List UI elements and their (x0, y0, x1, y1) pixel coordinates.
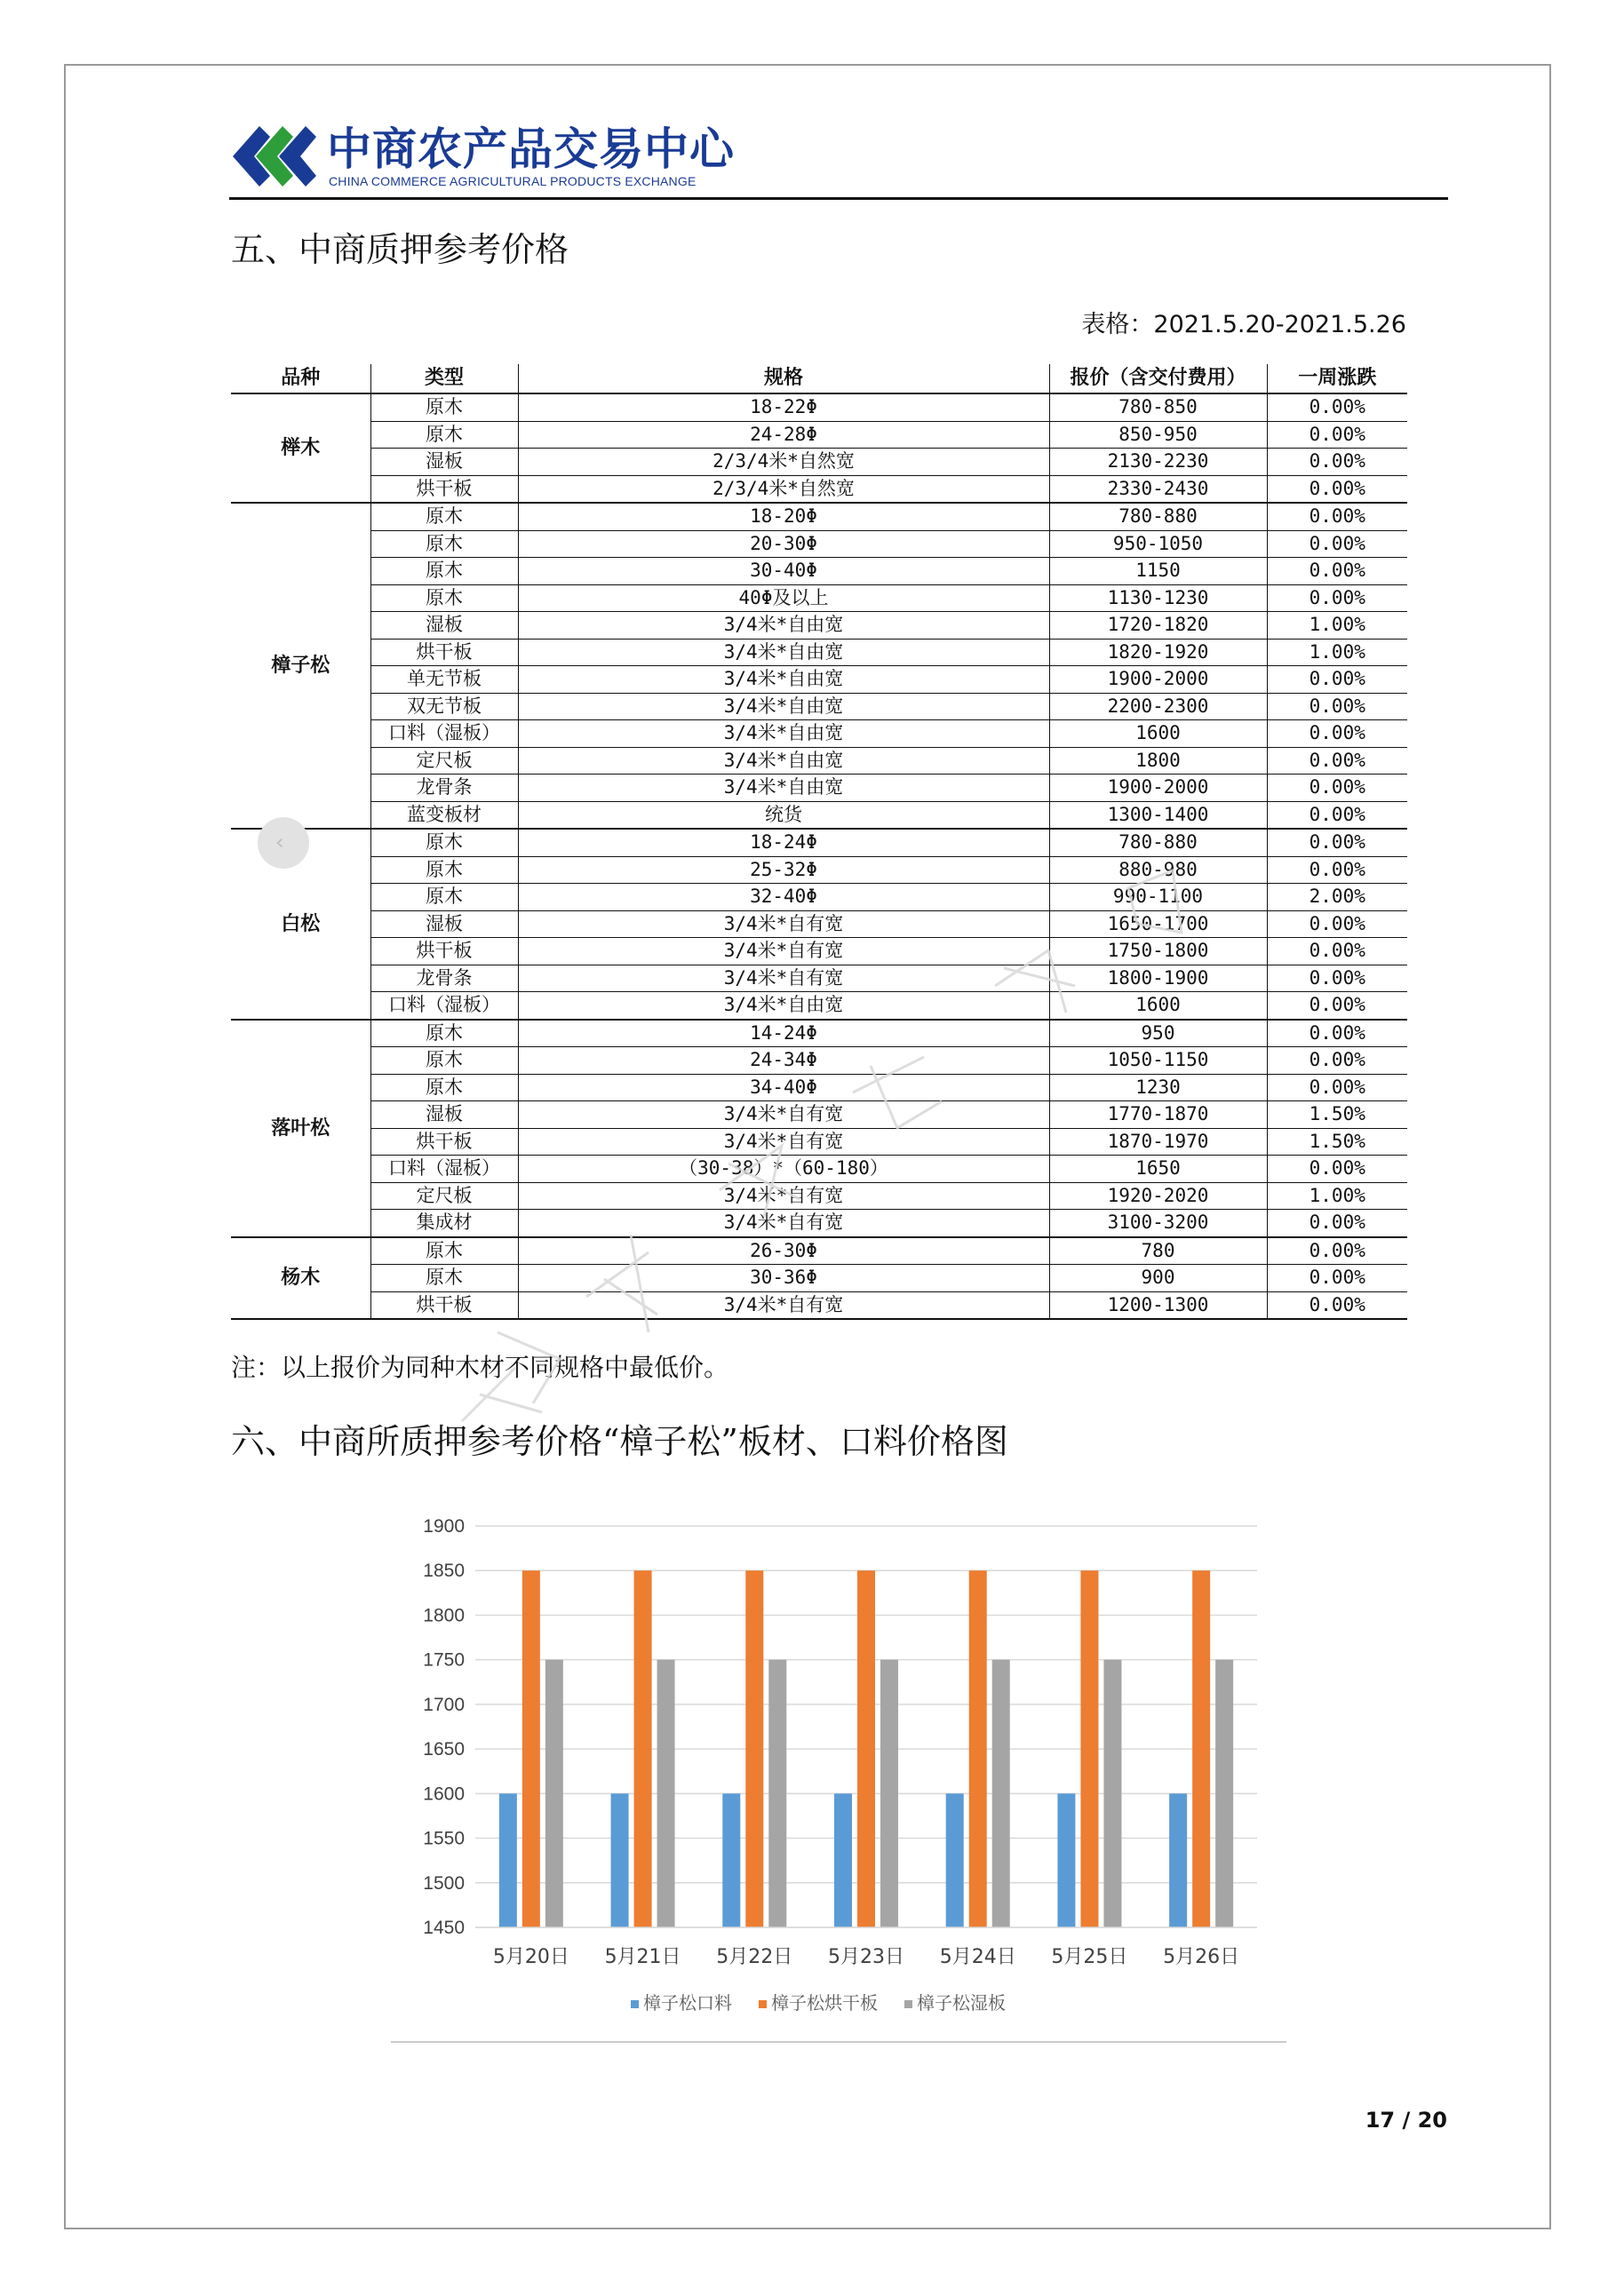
type-cell: 湿板 (370, 910, 518, 938)
price-cell: 1050-1150 (1049, 1047, 1267, 1075)
type-cell: 烘干板 (370, 639, 518, 666)
change-cell: 0.00% (1267, 1047, 1407, 1075)
type-cell: 湿板 (370, 1101, 518, 1129)
chevron-left-icon: ‹ (275, 830, 284, 854)
price-cell: 1230 (1049, 1074, 1267, 1101)
price-cell: 1750-1800 (1049, 938, 1267, 965)
logo-english-name: CHINA COMMERCE AGRICULTURAL PRODUCTS EXCHANGE (329, 174, 697, 188)
bar-dry-board (634, 1570, 652, 1927)
type-cell: 原木 (370, 1020, 518, 1047)
change-cell: 0.00% (1267, 1291, 1407, 1319)
variety-cell: 白松 (231, 829, 370, 1020)
x-tick-label: 5月23日 (828, 1946, 904, 1968)
price-table-body (231, 393, 1407, 1319)
change-cell: 0.00% (1267, 1156, 1407, 1183)
price-cell: 850-950 (1049, 421, 1267, 449)
table-row (231, 1047, 1407, 1075)
bar-koliao (1057, 1793, 1075, 1927)
spec-cell: 3/4米*自由宽 (518, 639, 1049, 666)
spec-cell: 统货 (518, 801, 1049, 829)
table-row (231, 693, 1407, 720)
table-row (231, 1291, 1407, 1319)
spec-cell: 2/3/4米*自然宽 (518, 475, 1049, 503)
table-row (231, 530, 1407, 558)
spec-cell: 3/4米*自由宽 (518, 612, 1049, 640)
type-cell: 原木 (370, 884, 518, 911)
legend-label: 樟子松口料 (643, 1992, 732, 2014)
bar-wet-board (768, 1660, 786, 1927)
bar-wet-board (992, 1660, 1010, 1927)
spec-cell: 24-34Φ (518, 1047, 1049, 1075)
col-header-type: 类型 (370, 364, 518, 393)
table-row (231, 801, 1407, 829)
type-cell: 双无节板 (370, 693, 518, 720)
x-tick-label: 5月26日 (1163, 1946, 1240, 1968)
change-cell: 0.00% (1267, 720, 1407, 748)
col-header-weekly-change: 一周涨跌 (1267, 364, 1407, 393)
legend-label: 樟子松湿板 (917, 1992, 1006, 2014)
bar-wet-board (1103, 1660, 1121, 1927)
spec-cell: 18-20Φ (518, 503, 1049, 530)
change-cell: 0.00% (1267, 829, 1407, 856)
price-cell: 880-980 (1049, 856, 1267, 884)
change-cell: 1.50% (1267, 1101, 1407, 1129)
price-cell: 1600 (1049, 992, 1267, 1020)
bar-wet-board (1215, 1660, 1233, 1927)
spec-cell: 3/4米*自由宽 (518, 992, 1049, 1020)
price-cell: 1820-1920 (1049, 639, 1267, 666)
price-cell: 780 (1049, 1237, 1267, 1265)
change-cell: 0.00% (1267, 910, 1407, 938)
table-date-range: 表格：2021.5.20-2021.5.26 (1081, 311, 1406, 338)
price-cell: 1770-1870 (1049, 1101, 1267, 1129)
spec-cell: 3/4米*自由宽 (518, 693, 1049, 720)
y-tick-label: 1600 (423, 1784, 465, 1805)
price-cell: 1720-1820 (1049, 612, 1267, 640)
table-row (231, 829, 1407, 856)
type-cell: 原木 (370, 558, 518, 585)
bar-koliao (834, 1793, 852, 1927)
bar-wet-board (880, 1660, 898, 1927)
type-cell: 单无节板 (370, 666, 518, 694)
spec-cell: 3/4米*自有宽 (518, 1210, 1049, 1237)
type-cell: 口料（湿板） (370, 720, 518, 748)
price-cell: 1900-2000 (1049, 666, 1267, 694)
price-cell: 1800-1900 (1049, 965, 1267, 992)
x-tick-label: 5月24日 (939, 1946, 1016, 1968)
type-cell: 定尺板 (370, 1182, 518, 1210)
price-cell: 950-1050 (1049, 530, 1267, 558)
price-cell: 1150 (1049, 558, 1267, 585)
y-tick-label: 1800 (423, 1605, 465, 1626)
type-cell: 原木 (370, 1237, 518, 1265)
type-cell: 湿板 (370, 612, 518, 640)
logo-mark-icon (229, 121, 323, 192)
variety-cell: 樟子松 (231, 503, 370, 829)
x-tick-label: 5月20日 (492, 1946, 569, 1968)
table-row (231, 1210, 1407, 1237)
spec-cell: 25-32Φ (518, 856, 1049, 884)
price-cell: 2200-2300 (1049, 693, 1267, 720)
change-cell: 0.00% (1267, 558, 1407, 585)
chart-bottom-border (391, 2041, 1286, 2043)
type-cell: 原木 (370, 584, 518, 612)
type-cell: 定尺板 (370, 747, 518, 775)
change-cell: 0.00% (1267, 801, 1407, 829)
page-number: 17 / 20 (1365, 2108, 1447, 2133)
bar-dry-board (745, 1570, 763, 1927)
change-cell: 0.00% (1267, 1237, 1407, 1265)
x-tick-label: 5月21日 (604, 1946, 681, 1968)
type-cell: 口料（湿板） (370, 1156, 518, 1183)
price-cell: 1200-1300 (1049, 1291, 1267, 1319)
change-cell: 1.50% (1267, 1128, 1407, 1156)
table-row (231, 666, 1407, 694)
table-row (231, 558, 1407, 585)
type-cell: 原木 (370, 530, 518, 558)
y-tick-label: 1700 (423, 1694, 465, 1715)
table-row (231, 1182, 1407, 1210)
type-cell: 原木 (370, 1265, 518, 1292)
change-cell: 1.00% (1267, 612, 1407, 640)
legend-swatch (759, 2000, 767, 2008)
bar-koliao (611, 1793, 629, 1927)
y-tick-label: 1450 (423, 1918, 465, 1938)
variety-cell: 榉木 (231, 393, 370, 503)
table-row (231, 992, 1407, 1020)
y-tick-label: 1900 (423, 1516, 465, 1537)
bar-wet-board (545, 1660, 563, 1927)
spec-cell: 3/4米*自有宽 (518, 965, 1049, 992)
table-row (231, 1020, 1407, 1047)
spec-cell: 3/4米*自由宽 (518, 666, 1049, 694)
change-cell: 0.00% (1267, 1020, 1407, 1047)
col-header-price: 报价（含交付费用） (1049, 364, 1267, 393)
price-cell: 1300-1400 (1049, 801, 1267, 829)
change-cell: 2.00% (1267, 884, 1407, 911)
section-title-price-chart: 六、中商所质押参考价格“樟子松”板材、口料价格图 (231, 1422, 1008, 1461)
price-cell: 3100-3200 (1049, 1210, 1267, 1237)
spec-cell: （30-38）*（60-180） (518, 1156, 1049, 1183)
type-cell: 龙骨条 (370, 775, 518, 802)
table-row (231, 938, 1407, 965)
change-cell: 0.00% (1267, 475, 1407, 503)
x-tick-label: 5月25日 (1051, 1946, 1128, 1968)
change-cell: 0.00% (1267, 530, 1407, 558)
type-cell: 原木 (370, 393, 518, 421)
price-cell: 950 (1049, 1020, 1267, 1047)
type-cell: 烘干板 (370, 1128, 518, 1156)
bar-dry-board (1192, 1570, 1210, 1927)
table-row (231, 720, 1407, 748)
spec-cell: 3/4米*自有宽 (518, 1128, 1049, 1156)
spec-cell: 18-24Φ (518, 829, 1049, 856)
change-cell: 0.00% (1267, 393, 1407, 421)
price-cell: 780-880 (1049, 503, 1267, 530)
change-cell: 0.00% (1267, 747, 1407, 775)
spec-cell: 3/4米*自由宽 (518, 775, 1049, 802)
spec-cell: 30-36Φ (518, 1265, 1049, 1292)
change-cell: 0.00% (1267, 965, 1407, 992)
table-row (231, 503, 1407, 530)
bar-koliao (946, 1793, 964, 1927)
header-divider (229, 197, 1448, 200)
col-header-variety: 品种 (231, 364, 370, 393)
table-row (231, 393, 1407, 421)
change-cell: 0.00% (1267, 1210, 1407, 1237)
price-table (231, 364, 1407, 1320)
table-row (231, 1265, 1407, 1292)
spec-cell: 3/4米*自有宽 (518, 1182, 1049, 1210)
bar-wet-board (657, 1660, 675, 1927)
table-row (231, 856, 1407, 884)
type-cell: 湿板 (370, 449, 518, 476)
table-row (231, 1074, 1407, 1101)
spec-cell: 24-28Φ (518, 421, 1049, 449)
y-tick-label: 1500 (423, 1872, 465, 1894)
table-row (231, 1128, 1407, 1156)
change-cell: 0.00% (1267, 775, 1407, 802)
price-bar-chart (391, 1501, 1288, 2045)
table-row (231, 884, 1407, 911)
type-cell: 原木 (370, 856, 518, 884)
change-cell: 0.00% (1267, 503, 1407, 530)
table-row (231, 775, 1407, 802)
table-row (231, 1237, 1407, 1265)
type-cell: 蓝变板材 (370, 801, 518, 829)
col-header-spec: 规格 (518, 364, 1049, 393)
type-cell: 烘干板 (370, 938, 518, 965)
price-cell: 1650 (1049, 1156, 1267, 1183)
type-cell: 原木 (370, 1047, 518, 1075)
logo (229, 114, 735, 194)
table-row (231, 639, 1407, 666)
spec-cell: 14-24Φ (518, 1020, 1049, 1047)
spec-cell: 40Φ及以上 (518, 584, 1049, 612)
table-row (231, 1156, 1407, 1183)
bar-dry-board (522, 1570, 540, 1927)
change-cell: 1.00% (1267, 639, 1407, 666)
legend-swatch (904, 2000, 912, 2008)
type-cell: 原木 (370, 1074, 518, 1101)
price-cell: 2130-2230 (1049, 449, 1267, 476)
spec-cell: 3/4米*自由宽 (518, 747, 1049, 775)
y-tick-label: 1550 (423, 1828, 465, 1849)
change-cell: 0.00% (1267, 1074, 1407, 1101)
spec-cell: 3/4米*自有宽 (518, 910, 1049, 938)
type-cell: 原木 (370, 421, 518, 449)
change-cell: 1.00% (1267, 1182, 1407, 1210)
table-row (231, 612, 1407, 640)
type-cell: 集成材 (370, 1210, 518, 1237)
price-cell: 1130-1230 (1049, 584, 1267, 612)
spec-cell: 3/4米*自有宽 (518, 938, 1049, 965)
price-cell: 1650-1700 (1049, 910, 1267, 938)
change-cell: 0.00% (1267, 584, 1407, 612)
spec-cell: 18-22Φ (518, 393, 1049, 421)
type-cell: 原木 (370, 829, 518, 856)
type-cell: 龙骨条 (370, 965, 518, 992)
spec-cell: 3/4米*自有宽 (518, 1291, 1049, 1319)
price-cell: 2330-2430 (1049, 475, 1267, 503)
bar-koliao (499, 1793, 517, 1927)
table-row (231, 965, 1407, 992)
logo-chinese-name: 中商农产品交易中心 (327, 123, 735, 175)
spec-cell: 3/4米*自有宽 (518, 1101, 1049, 1129)
prev-page-button[interactable] (258, 817, 309, 869)
table-note: 注：以上报价为同种木材不同规格中最低价。 (231, 1353, 729, 1382)
variety-cell: 杨木 (231, 1237, 370, 1320)
change-cell: 0.00% (1267, 992, 1407, 1020)
change-cell: 0.00% (1267, 666, 1407, 694)
price-cell: 900 (1049, 1265, 1267, 1292)
table-row (231, 475, 1407, 503)
type-cell: 烘干板 (370, 1291, 518, 1319)
table-row (231, 747, 1407, 775)
y-tick-label: 1850 (423, 1561, 465, 1582)
bar-koliao (1169, 1793, 1187, 1927)
bar-dry-board (1080, 1570, 1098, 1927)
section-title-pledge-prices: 五、中商质押参考价格 (231, 230, 569, 269)
price-cell: 780-880 (1049, 829, 1267, 856)
change-cell: 0.00% (1267, 938, 1407, 965)
price-cell: 780-850 (1049, 393, 1267, 421)
table-header-row (231, 364, 1407, 393)
variety-cell: 落叶松 (231, 1020, 370, 1237)
change-cell: 0.00% (1267, 1265, 1407, 1292)
x-tick-label: 5月22日 (716, 1946, 793, 1968)
table-row (231, 584, 1407, 612)
table-row (231, 421, 1407, 449)
price-cell: 1800 (1049, 747, 1267, 775)
change-cell: 0.00% (1267, 693, 1407, 720)
table-row (231, 449, 1407, 476)
price-cell: 1900-2000 (1049, 775, 1267, 802)
legend-swatch (631, 2000, 639, 2008)
legend-label: 樟子松烘干板 (771, 1992, 878, 2014)
spec-cell: 26-30Φ (518, 1237, 1049, 1265)
change-cell: 0.00% (1267, 856, 1407, 884)
price-cell: 1870-1970 (1049, 1128, 1267, 1156)
spec-cell: 34-40Φ (518, 1074, 1049, 1101)
price-cell: 1600 (1049, 720, 1267, 748)
type-cell: 烘干板 (370, 475, 518, 503)
change-cell: 0.00% (1267, 421, 1407, 449)
spec-cell: 20-30Φ (518, 530, 1049, 558)
spec-cell: 30-40Φ (518, 558, 1049, 585)
table-row (231, 910, 1407, 938)
change-cell: 0.00% (1267, 449, 1407, 476)
y-tick-label: 1750 (423, 1649, 465, 1671)
spec-cell: 3/4米*自由宽 (518, 720, 1049, 748)
spec-cell: 32-40Φ (518, 884, 1049, 911)
spec-cell: 2/3/4米*自然宽 (518, 449, 1049, 476)
type-cell: 口料（湿板） (370, 992, 518, 1020)
price-cell: 1920-2020 (1049, 1182, 1267, 1210)
y-tick-label: 1650 (423, 1739, 465, 1760)
bar-koliao (722, 1793, 740, 1927)
bar-dry-board (969, 1570, 987, 1927)
bar-dry-board (857, 1570, 875, 1927)
price-cell: 990-1100 (1049, 884, 1267, 911)
table-row (231, 1101, 1407, 1129)
type-cell: 原木 (370, 503, 518, 530)
